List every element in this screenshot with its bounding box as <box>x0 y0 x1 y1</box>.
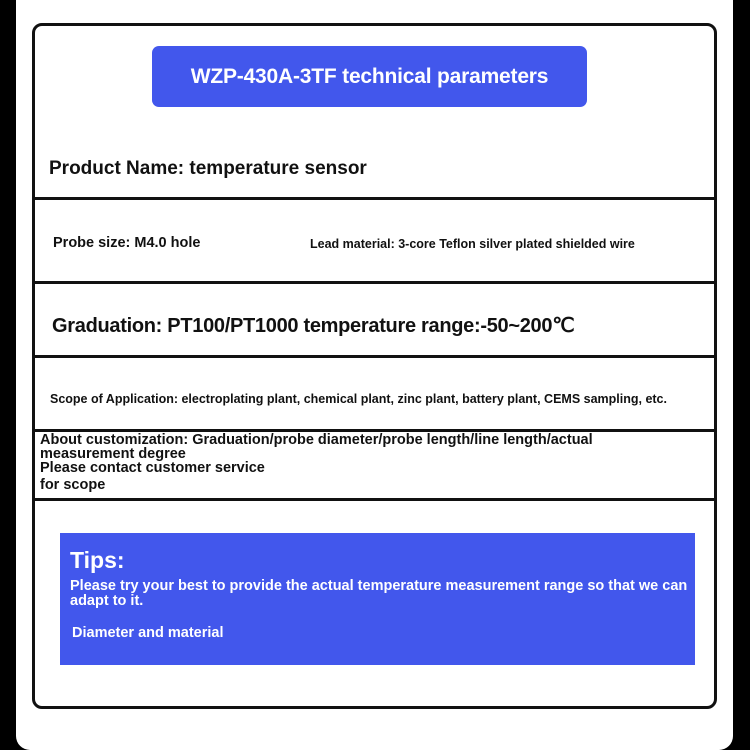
page-title <box>152 46 587 107</box>
tips-body: Please try your best to provide the actual temperature measurement range so that we can adapt to it. <box>70 578 688 609</box>
customization-line: Please contact customer service <box>40 460 265 476</box>
tips-box <box>60 533 695 665</box>
product-name: Product Name: temperature sensor <box>49 158 367 179</box>
divider <box>33 281 714 284</box>
customization-line: About customization: Graduation/probe diameter/probe length/line length/actual <box>40 432 593 448</box>
tips-extra: Diameter and material <box>72 625 224 641</box>
probe-size: Probe size: M4.0 hole <box>53 235 201 251</box>
divider <box>33 498 714 501</box>
divider <box>33 355 714 358</box>
graduation-range: Graduation: PT100/PT1000 temperature range:-50~200℃ <box>52 315 575 337</box>
tips-title: Tips: <box>70 547 125 573</box>
page-title-text: WZP-430A-3TF technical parameters <box>190 64 549 88</box>
customization-line: measurement degree <box>40 446 186 462</box>
customization-note <box>40 433 680 492</box>
customization-line: for scope <box>40 477 106 493</box>
application-scope: Scope of Application: electroplating plant, chemical plant, zinc plant, battery plant, CEMS sampling, etc. <box>50 392 667 406</box>
divider <box>33 197 714 200</box>
lead-material: Lead material: 3-core Teflon silver plated shielded wire <box>310 237 635 251</box>
